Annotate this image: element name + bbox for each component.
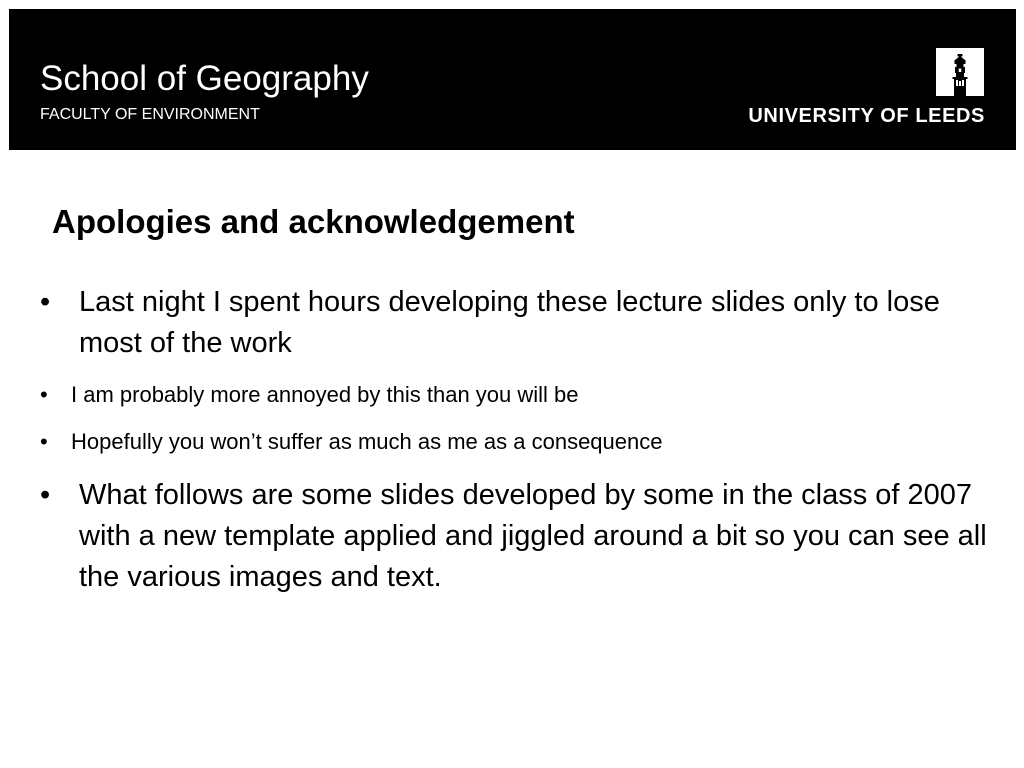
- slide-title: Apologies and acknowledgement: [52, 203, 575, 240]
- bullet-dot: •: [40, 286, 51, 318]
- bullet-dot: •: [40, 479, 51, 511]
- bullet-text: Last night I spent hours developing these lecture slides only to lose most of the work: [79, 286, 940, 359]
- bullet-dot: •: [40, 429, 48, 454]
- bullet-item: [40, 475, 1000, 598]
- bullet-item: [40, 381, 1000, 409]
- bullet-text: I am probably more annoyed by this than you will be: [71, 382, 579, 407]
- bullet-item: [40, 428, 1000, 456]
- faculty-name: FACULTY OF ENVIRONMENT: [40, 106, 260, 123]
- bullet-dot: •: [40, 382, 48, 407]
- bullet-text: Hopefully you won’t suffer as much as me as a consequence: [71, 429, 663, 454]
- parkinson-tower-logo-icon: [936, 48, 984, 96]
- school-name: School of Geography: [40, 59, 369, 98]
- university-name: UNIVERSITY OF LEEDS: [748, 105, 985, 127]
- bullet-item: [40, 282, 1000, 364]
- bullet-text: What follows are some slides developed by some in the class of 2007 with a new template applied and jiggled around a bit so you can see all the various images and text.: [79, 479, 987, 593]
- bullet-list: [40, 282, 1000, 598]
- header-band: [9, 9, 1016, 150]
